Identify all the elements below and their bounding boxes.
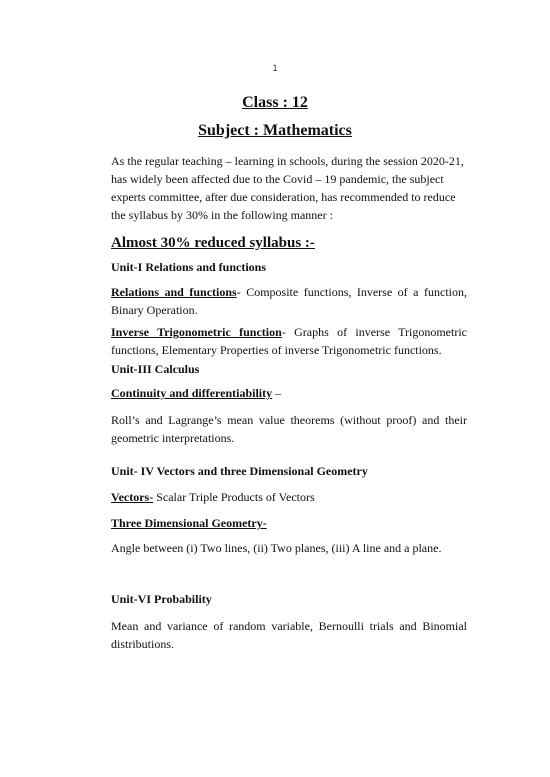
continuity-line <box>111 384 467 402</box>
continuity-label: Continuity and differentiability <box>111 386 273 400</box>
subject-title: Subject : Mathematics <box>198 122 352 139</box>
calculus-text-1: Roll’s and Lagrange’s mean value theorems (without proof) and their <box>111 413 467 427</box>
probability-paragraph <box>111 617 467 653</box>
unit-1-heading: Unit-I Relations and functions <box>111 260 267 274</box>
geometry-text: Angle between (i) Two lines, (ii) Two planes, (iii) A line and a plane. <box>111 541 442 555</box>
relations-text-2: Binary Operation. <box>111 303 198 317</box>
page-title: Class : 12 <box>242 94 308 111</box>
continuity-suffix: – <box>272 386 282 400</box>
relations-label: Relations and functions <box>111 285 237 299</box>
vectors-text: Scalar Triple Products of Vectors <box>153 490 315 504</box>
relations-paragraph <box>111 283 467 319</box>
probability-text-2: distributions. <box>111 637 175 651</box>
intro-line-4: the syllabus by 30% in the following manner : <box>111 208 333 222</box>
geometry-line <box>111 514 467 532</box>
intro-line-1: As the regular teaching – learning in schools, during the session 2020-21, <box>111 154 464 168</box>
page-number: 1 <box>272 63 278 73</box>
intro-line-3: experts committee, after due consideration, has recommended to reduce <box>111 190 456 204</box>
calculus-text-2: geometric interpretations. <box>111 431 235 445</box>
unit-3-heading: Unit-III Calculus <box>111 362 200 376</box>
reduced-syllabus-heading: Almost 30% reduced syllabus :- <box>111 235 315 251</box>
unit-4-heading: Unit- IV Vectors and three Dimensional Geometry <box>111 464 368 478</box>
geometry-label: Three Dimensional Geometry- <box>111 516 267 530</box>
inverse-trig-text-1: - Graphs of inverse Trigonometric <box>281 325 467 339</box>
intro-line-2: has widely been affected due to the Covid – 19 pandemic, the subject <box>111 172 444 186</box>
calculus-paragraph <box>111 411 467 447</box>
probability-text-1: Mean and variance of random variable, Bernoulli trials and Binomial <box>111 619 467 633</box>
vectors-line <box>111 488 467 506</box>
inverse-trig-text-2: functions, Elementary Properties of inverse Trigonometric functions. <box>111 343 442 357</box>
relations-text-1: - Composite functions, Inverse of a function, <box>236 285 467 299</box>
inverse-trig-label: Inverse Trigonometric function <box>111 325 282 339</box>
intro-paragraph <box>111 152 467 224</box>
inverse-trig-paragraph <box>111 323 467 359</box>
vectors-label: Vectors- <box>111 490 154 504</box>
unit-6-heading: Unit-VI Probability <box>111 592 212 606</box>
